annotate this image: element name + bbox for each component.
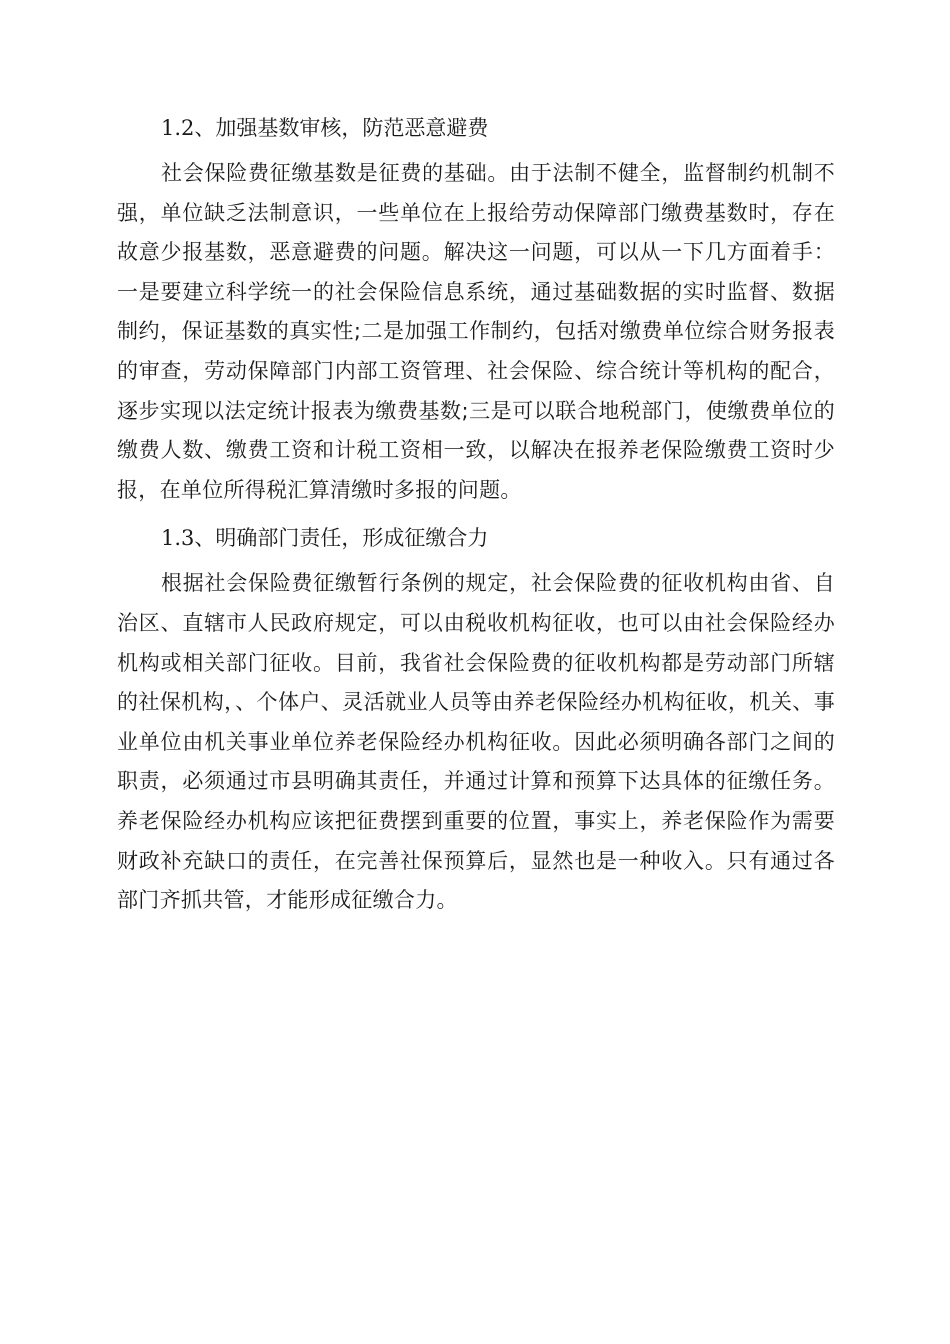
section-heading-1-3: 1.3、明确部门责任，形成征缴合力 [161, 526, 489, 551]
section-paragraph-1-3: 根据社会保险费征缴暂行条例的规定，社会保险费的征收机构由省、自治区、直辖市人民政府规定，可以由税收机构征收，也可以由社会保险经办机构或相关部门征收。目前，我省社会保险费的征收机构都是劳动部门所辖的社保机构，、个体户、灵活就业人员等由养老保险经办机构征收，机关、事业单位由机关事业单位养老保险经办机构征收。因此必须明确各部门之间的职责，必须通过市县明确其责任，并通过计算和预算下达具体的征缴任务。养老保险经办机构应该把征费摆到重要的位置，事实上，养老保险作为需要财政补充缺口的责任，在完善社保预算后，显然也是一种收入。只有通过各部门齐抓共管，才能形成征缴合力。 [117, 571, 835, 913]
section-heading-1-2: 1.2、加强基数审核，防范恶意避费 [161, 116, 489, 140]
section-paragraph-1-2: 社会保险费征缴基数是征费的基础。由于法制不健全，监督制约机制不强，单位缺乏法制意识，一些单位在上报给劳动保障部门缴费基数时，存在故意少报基数，恶意避费的问题。解决这一问题，可以从一下几方面着手：一是要建立科学统一的社会保险信息系统，通过基础数据的实时监督、数据制约，保证基数的真实性;二是加强工作制约，包括对缴费单位综合财务报表的审查，劳动保障部门内部工资管理、社会保险、综合统计等机构的配合，逐步实现以法定统计报表为缴费基数;三是可以联合地税部门，使缴费单位的缴费人数、缴费工资和计税工资相一致，以解决在报养老保险缴费工资时少报，在单位所得税汇算清缴时多报的问题。 [117, 161, 835, 502]
document-body [117, 108, 835, 929]
